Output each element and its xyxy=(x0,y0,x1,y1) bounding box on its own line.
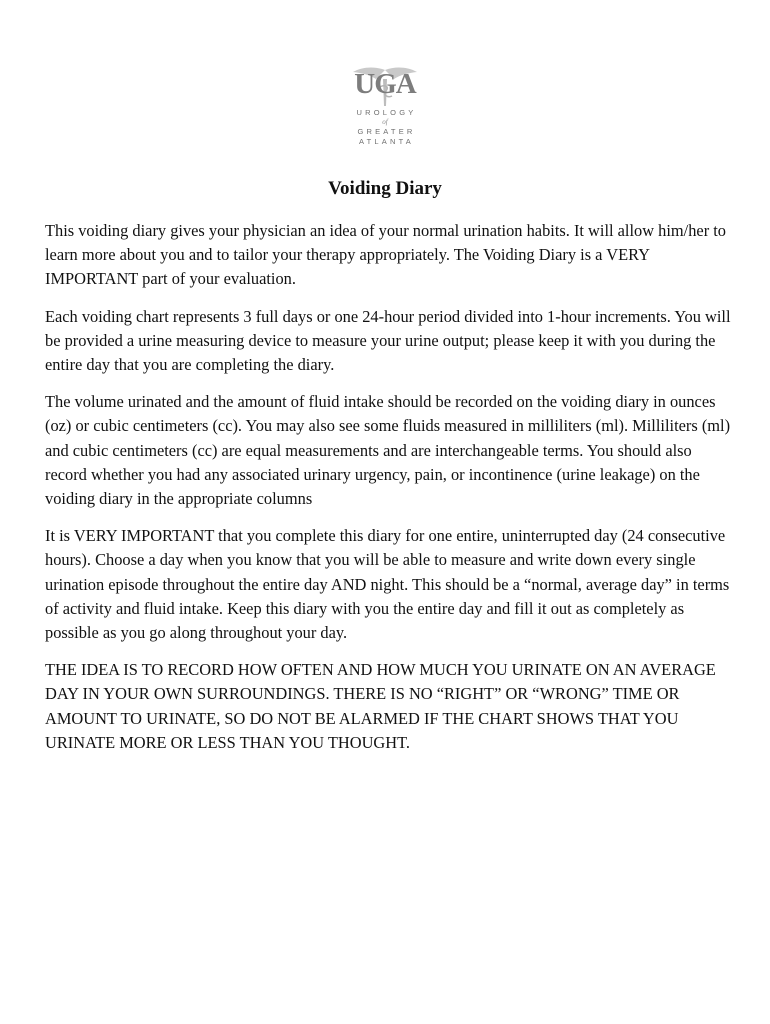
paragraph-intro: This voiding diary gives your physician an idea of your normal urination habits. It will allow him/her to learn more about you and to tailor your therapy appropriately. The Voiding Diary is a VERY IMPORTANT part of your evaluation. xyxy=(45,221,726,289)
paragraph-chart-description: Each voiding chart represents 3 full days or one 24-hour period divided into 1-hour increments. You will be provided a urine measuring device to measure your urine output; please keep it with you during the entire day that you are completing the diary. xyxy=(45,306,731,375)
logo-initials: UGA xyxy=(354,68,416,100)
logo-text-atlanta: ATLANTA xyxy=(358,137,415,146)
paragraph-measurement-units: The volume urinated and the amount of fluid intake should be recorded on the voiding diary in ounces (oz) or cubic centimeters (cc). You may also see some fluids measured in milliliters (ml). Milliliters (ml) and cubic centimeters (cc) are equal measurements and are interchangeable terms. You should also record whether you had any associated urinary urgency, pain, or incontinence (urine leakage) on the voiding diary in the appropriate columns xyxy=(45,392,731,509)
uga-logo xyxy=(340,64,430,154)
caduceus-emblem xyxy=(340,64,430,108)
paragraph-instructions: It is VERY IMPORTANT that you complete this diary for one entire, uninterrupted day (24 consecutive hours). Choose a day when you know that you will be able to measure and write down every single urination episode throughout the entire day AND night. This should be a “normal, average day” in terms of activity and fluid intake. Keep this diary with you the entire day and fill it out as completely as possible as you go along throughout your day. xyxy=(45,526,730,643)
logo-text-greater: GREATER xyxy=(357,127,416,136)
document-body xyxy=(45,219,735,768)
page-title: Voiding Diary xyxy=(328,178,442,199)
logo-text-of: of xyxy=(382,118,388,126)
paragraph-emphasis: THE IDEA IS TO RECORD HOW OFTEN AND HOW MUCH YOU URINATE ON AN AVERAGE DAY IN YOUR OWN SURROUNDINGS. THERE IS NO “RIGHT” OR “WRONG” TIME OR AMOUNT TO URINATE, SO DO NOT BE ALARMED IF THE CHART SHOWS THAT YOU URINATE MORE OR LESS THAN YOU THOUGHT. xyxy=(45,660,716,752)
logo-text-urology: UROLOGY xyxy=(356,108,417,117)
